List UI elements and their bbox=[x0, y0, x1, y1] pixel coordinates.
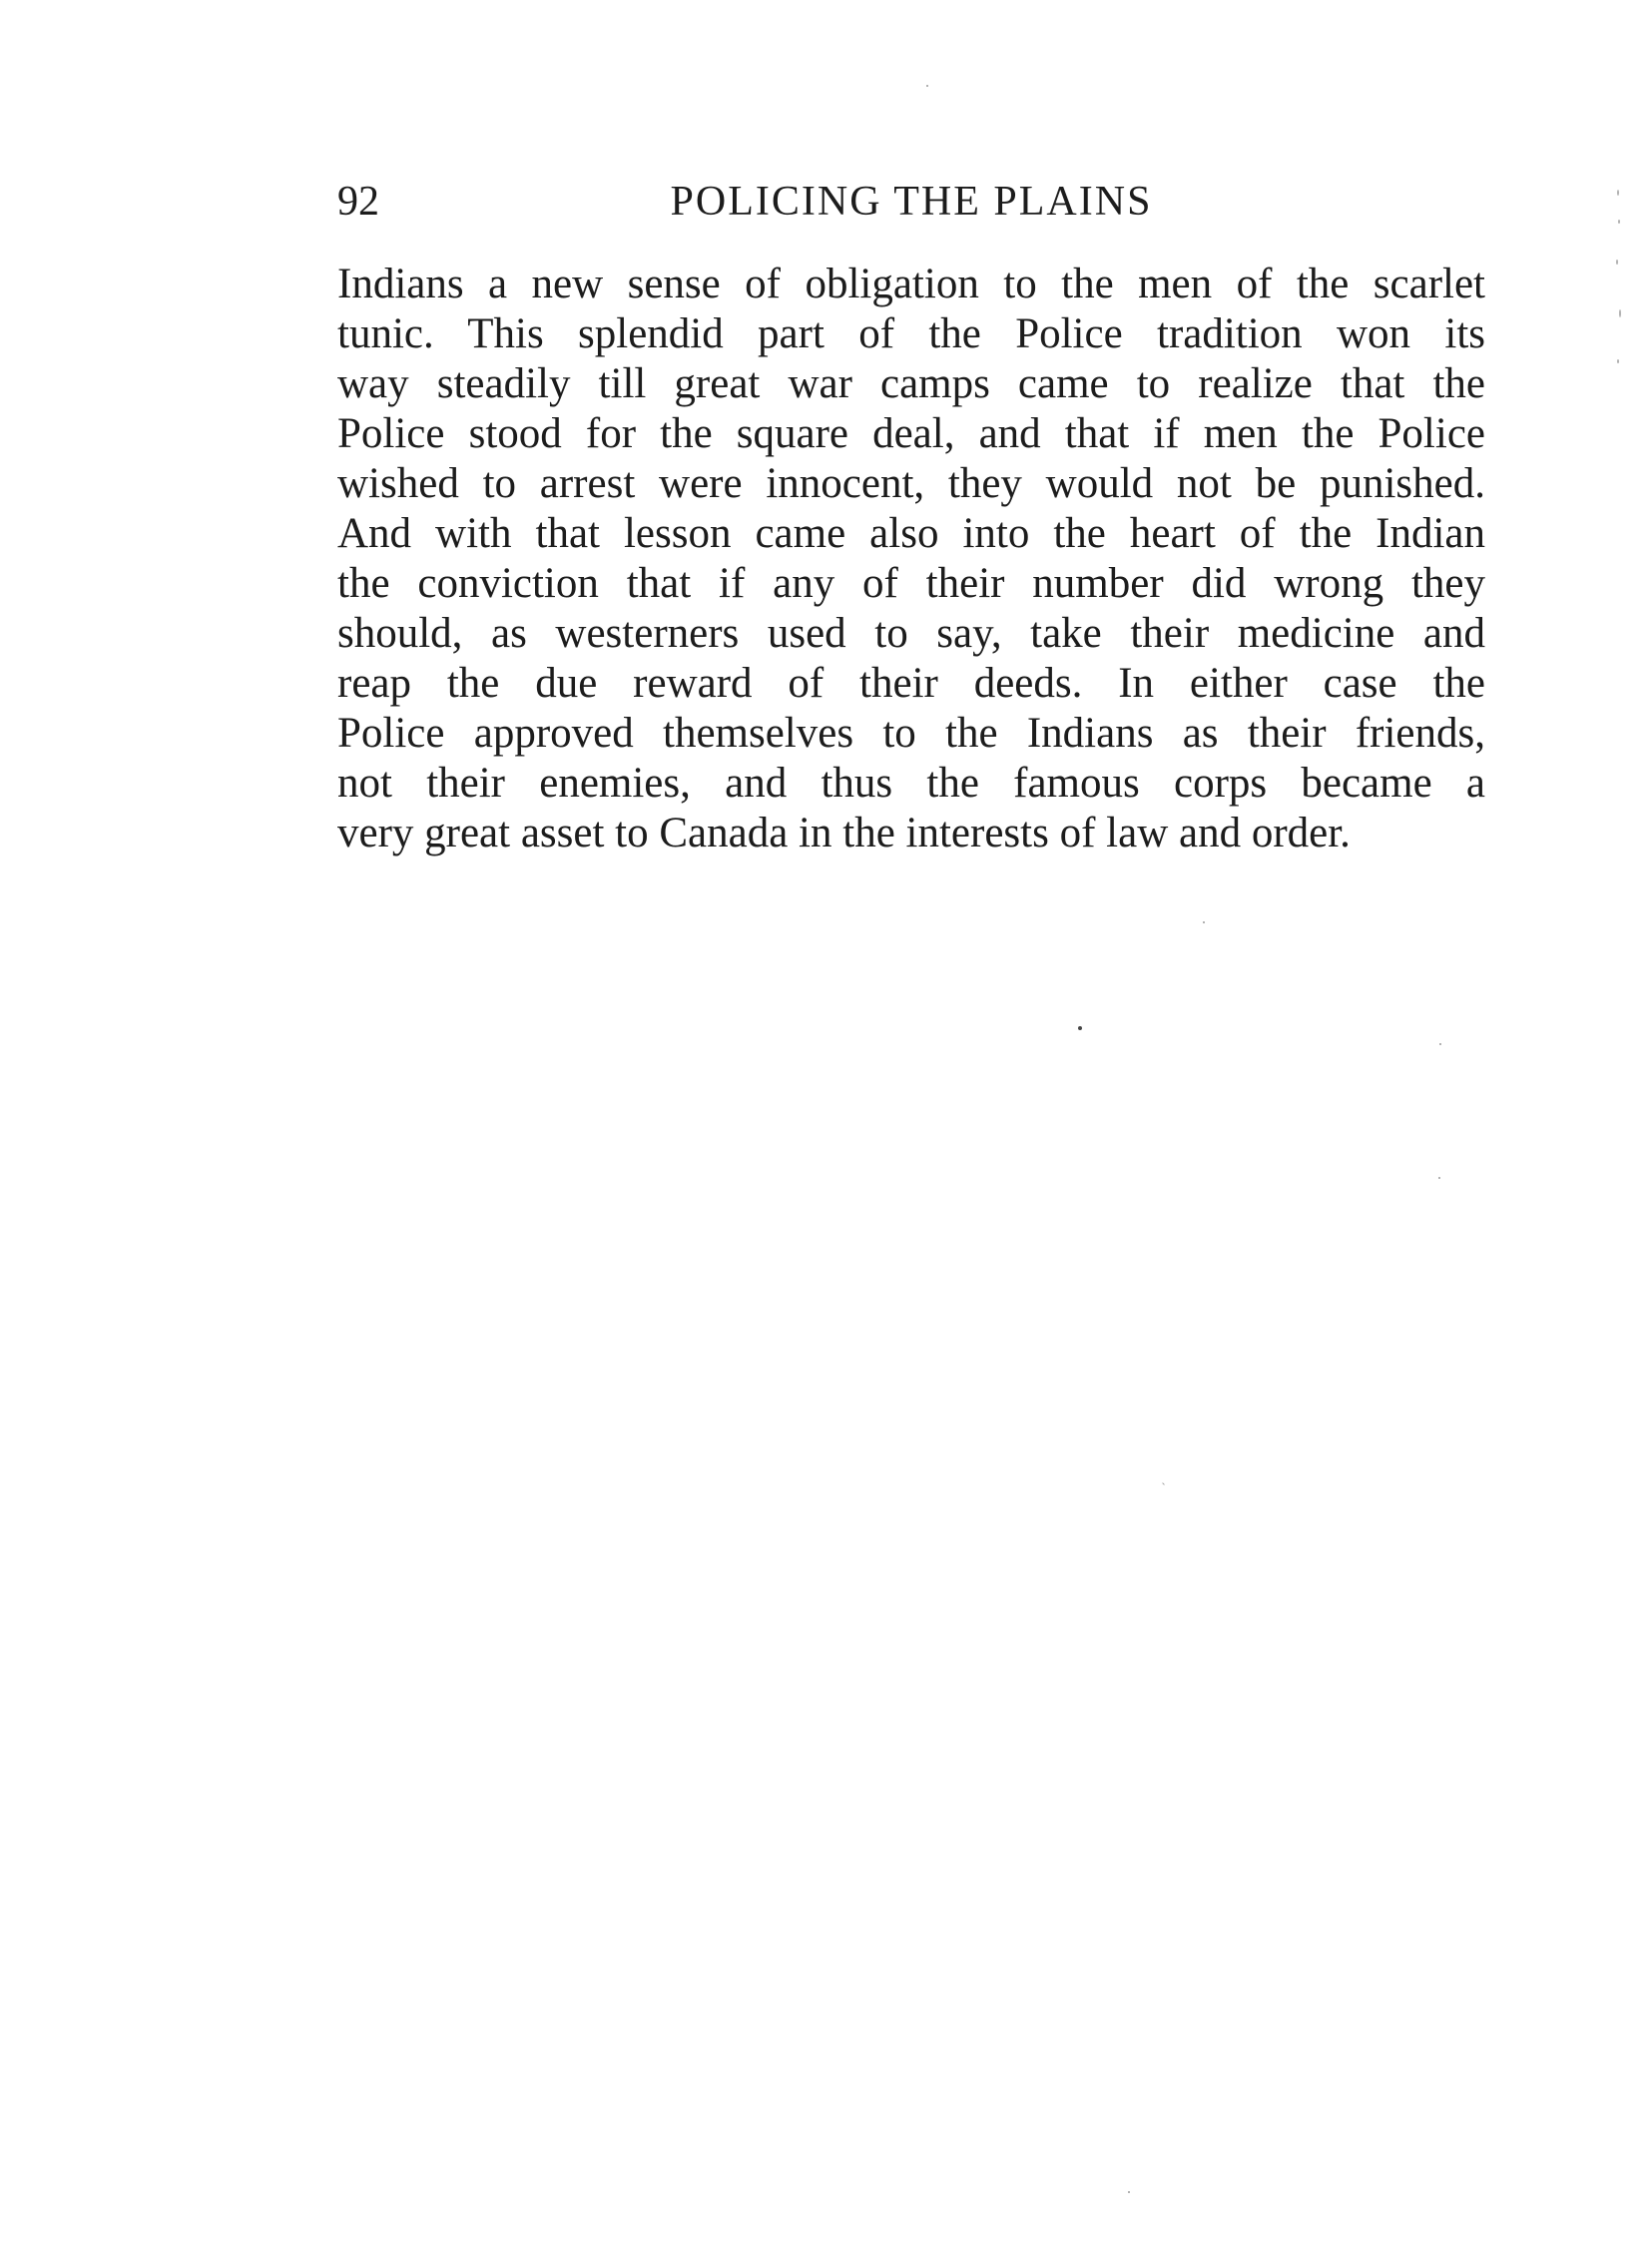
scan-speck bbox=[1128, 2191, 1130, 2193]
text-line: wished to arrest were innocent, they would not be punished. bbox=[337, 460, 1485, 507]
scan-edge-marks bbox=[1615, 190, 1623, 379]
text-line: tunic. This splendid part of the Police tradition won its bbox=[337, 310, 1485, 357]
scan-speck bbox=[1619, 309, 1621, 317]
text-line: Police approved themselves to the Indians as their friends, bbox=[337, 710, 1485, 757]
text-line: Police stood for the square deal, and that if men the Police bbox=[337, 410, 1485, 457]
text-line: reap the due reward of their deeds. In either case the bbox=[337, 660, 1485, 707]
text-line: very great asset to Canada in the interests of law and order. bbox=[337, 810, 1351, 856]
text-line: the conviction that if any of their number did wrong they bbox=[337, 560, 1485, 607]
text-line: not their enemies, and thus the famous corps became a bbox=[337, 760, 1485, 807]
text-line: way steadily till great war camps came to realize that the bbox=[337, 360, 1485, 407]
text-line: And with that lesson came also into the heart of the Indian bbox=[337, 510, 1485, 557]
scan-speck bbox=[1617, 190, 1619, 196]
scan-speck bbox=[1439, 1043, 1441, 1045]
scan-speck bbox=[1162, 1482, 1165, 1485]
running-title: POLICING THE PLAINS bbox=[670, 179, 1153, 225]
running-head bbox=[337, 172, 1485, 232]
scan-speck bbox=[1203, 921, 1205, 923]
scan-speck bbox=[1618, 220, 1620, 224]
scan-speck bbox=[926, 85, 928, 87]
scan-speck bbox=[1078, 1026, 1082, 1030]
body-paragraph bbox=[337, 260, 1485, 858]
page-number: 92 bbox=[337, 179, 379, 225]
scan-speck bbox=[1616, 260, 1618, 265]
text-line: should, as westerners used to say, take their medicine and bbox=[337, 610, 1485, 657]
scan-speck bbox=[1438, 1177, 1440, 1179]
text-line: Indians a new sense of obligation to the men of the scarlet bbox=[337, 261, 1485, 307]
scan-speck bbox=[1617, 359, 1619, 363]
